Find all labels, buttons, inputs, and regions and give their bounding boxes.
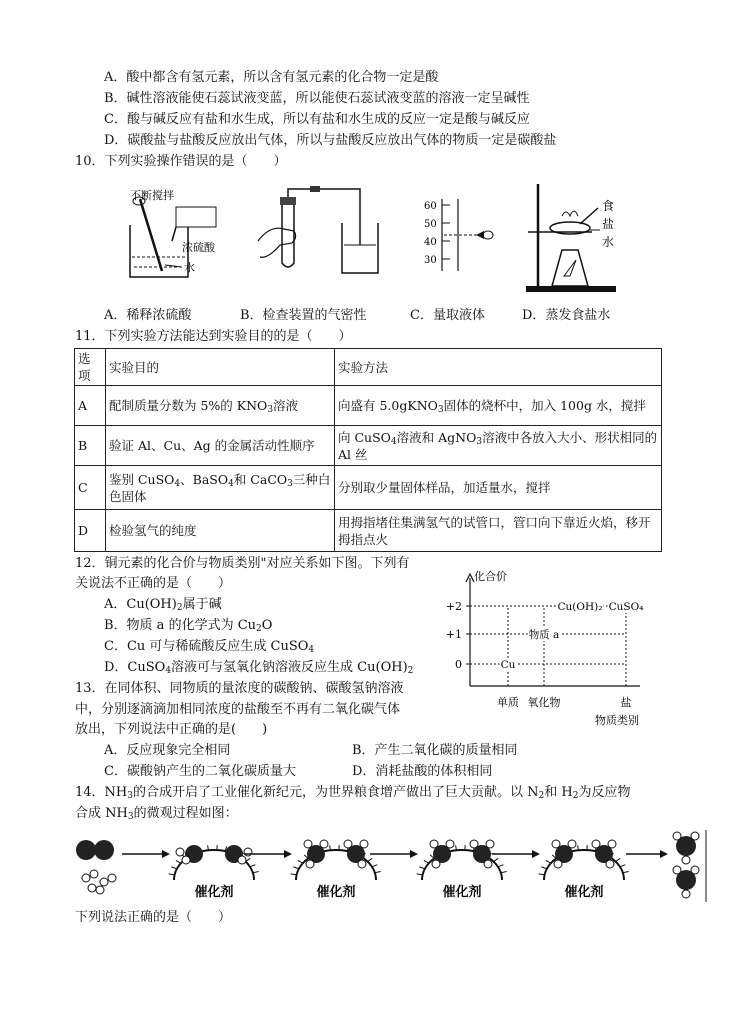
q13-stem-3: 放出，下列说法中正确的是( ) <box>75 722 268 737</box>
fig-evaporate <box>522 180 642 300</box>
label-salt-3: 水 <box>602 235 615 249</box>
table-row <box>75 466 662 510</box>
row-option: A <box>75 386 106 426</box>
y-axis-label: 化合价 <box>474 570 507 583</box>
q14-after: 下列说法正确的是（ ） <box>75 910 232 925</box>
row-goal: 鉴别 CuSO$_4$、BaSO$_4$和 CaCO$_3$三种白色固体 <box>106 466 335 510</box>
label-water: 水 <box>184 261 195 274</box>
data-point-label: CuSO₄ <box>608 601 644 613</box>
q12-stem-2: 关说法不正确的是（ ） <box>75 576 232 591</box>
row-method: 分别取少量固体样品，加适量水，搅拌 <box>335 466 662 510</box>
tick-40: 40 <box>424 237 437 248</box>
x-axis-label: 物质类别 <box>595 714 639 727</box>
q9-option-c: C．酸与碱反应有盐和水生成，所以有盐和水生成的反应一定是酸与碱反应 <box>104 112 530 127</box>
label-stir: 不断搅拌 <box>130 189 174 202</box>
q14-stem-1: 14．$NH_3$的合成开启了工业催化新纪元，为世界粮食增产做出了巨大贡献。以 $N_2$和 $H_2$为反应物 <box>75 785 631 801</box>
fig-read-cylinder <box>422 195 522 295</box>
valence-chart <box>440 570 660 730</box>
q10-option-b: B．检查装置的气密性 <box>240 308 367 323</box>
row-option: B <box>75 426 106 466</box>
q12-option-a: A．$Cu(OH)_2$属于碱 <box>104 597 222 613</box>
table-row <box>75 386 662 426</box>
q13-option-c: C．碳酸钠产生的二氧化碳质量大 <box>104 764 296 779</box>
q13-option-d: D．消耗盐酸的体积相同 <box>352 764 493 779</box>
q13-stem-1: 13．在同体积、同物质的量浓度的碳酸钠、碳酸氢钠溶液 <box>75 681 404 696</box>
label-salt-2: 盐 <box>602 217 615 231</box>
catalyst-label: 催化剂 <box>442 885 482 900</box>
q9-option-a: A．酸中都含有氢元素，所以含有氢元素的化合物一定是酸 <box>104 70 439 85</box>
q9-option-b: B．碱性溶液能使石蕊试液变蓝，所以能使石蕊试液变蓝的溶液一定呈碱性 <box>104 91 530 106</box>
catalyst-label: 催化剂 <box>316 885 356 900</box>
q12-option-b: B．物质 a 的化学式为 $Cu_2O$ <box>104 618 273 634</box>
x-tick-label: 氧化物 <box>527 696 561 709</box>
q14-stem-2: 合成 $NH_3$的微观过程如图： <box>75 806 238 822</box>
tick-30: 30 <box>424 255 437 266</box>
row-option: D <box>75 510 106 552</box>
data-point-label: 物质 a <box>528 629 560 641</box>
q10-option-c: C．量取液体 <box>410 308 485 323</box>
tick-60: 60 <box>424 201 437 212</box>
col-header-method: 实验方法 <box>335 349 662 386</box>
row-goal: 检验氢气的纯度 <box>106 510 335 552</box>
data-point-label: Cu(OH)₂ <box>557 601 603 613</box>
q12-option-c: C．Cu 可与稀硫酸反应生成 CuSO$_4$ <box>104 639 315 655</box>
table-row <box>75 426 662 466</box>
q13-stem-2: 中，分别逐滴滴加相同浓度的盐酸至不再有二氧化碳气体 <box>75 702 401 717</box>
table-row <box>75 510 662 552</box>
label-salt-1: 食 <box>602 199 615 213</box>
row-goal: 验证 Al、Cu、Ag 的金属活动性顺序 <box>106 426 335 466</box>
x-tick-label: 单质 <box>497 696 519 709</box>
row-option: C <box>75 466 106 510</box>
row-goal: 配制质量分数为 5%的 $KNO_3$溶液 <box>106 386 335 426</box>
fig-airtight-check <box>250 185 390 285</box>
data-point-label: Cu <box>500 659 516 671</box>
y-tick-label: 0 <box>455 658 462 671</box>
q10-option-d: D．蒸发食盐水 <box>522 308 611 323</box>
col-header-option: 选项 <box>75 349 106 386</box>
q12-option-d: D．CuSO$_4$溶液可与氢氧化钠溶液反应生成 $Cu(OH)_2$ <box>104 660 414 676</box>
row-method: 用拇指堵住集满氢气的试管口，管口向下靠近火焰，移开拇指点火 <box>335 510 662 552</box>
reaction-micro-process <box>74 830 714 910</box>
catalyst-label: 催化剂 <box>564 885 604 900</box>
tick-50: 50 <box>424 219 437 230</box>
x-tick-label: 盐 <box>620 696 632 709</box>
catalyst-label: 催化剂 <box>194 885 234 900</box>
label-conc-acid: 浓硫酸 <box>182 241 215 254</box>
q9-option-d: D．碳酸盐与盐酸反应放出气体，所以与盐酸反应放出气体的物质一定是碳酸盐 <box>104 133 557 148</box>
q10-option-a: A．稀释浓硫酸 <box>104 308 192 323</box>
row-method: 向盛有 5.0gKNO$_3$固体的烧杯中，加入 100g 水，搅拌 <box>335 386 662 426</box>
q12-stem-1: 12．铜元素的化合价与物质类别"对应关系如下图。下列有 <box>75 556 410 571</box>
y-tick-label: +2 <box>445 600 462 613</box>
col-header-goal: 实验目的 <box>106 349 335 386</box>
q11-stem: 11．下列实验方法能达到实验目的的是（ ） <box>75 329 352 344</box>
row-method: 向 CuSO$_4$溶液和 AgNO$_3$溶液中各放入大小、形状相同的 Al 丝 <box>335 426 662 466</box>
y-tick-label: +1 <box>445 628 462 641</box>
q13-option-b: B．产生二氧化碳的质量相同 <box>352 743 518 758</box>
q11-table <box>74 348 662 552</box>
q13-option-a: A．反应现象完全相同 <box>104 743 231 758</box>
q10-stem: 10．下列实验操作错误的是（ ） <box>75 154 287 169</box>
